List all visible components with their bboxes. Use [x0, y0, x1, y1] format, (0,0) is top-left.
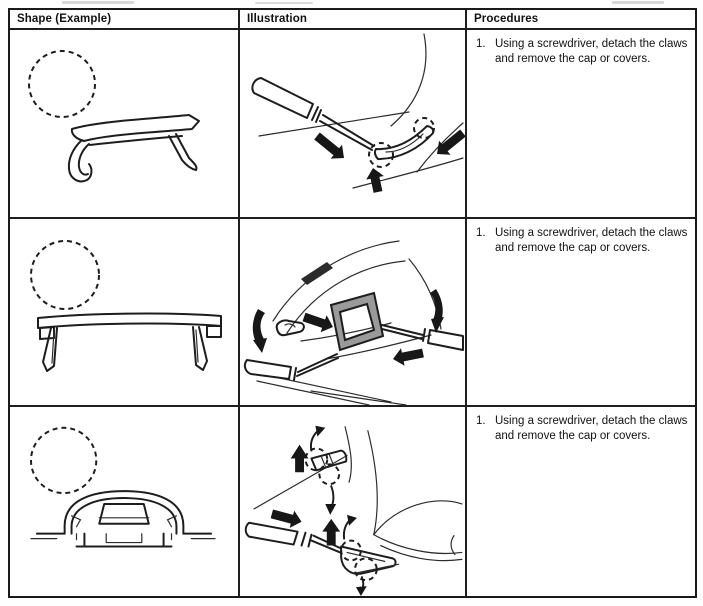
pry-direction-arrow: [271, 510, 302, 528]
rotate-direction-arrow: [253, 338, 267, 353]
pry-direction-arrow: [303, 313, 334, 332]
rotate-direction-arrow: [356, 586, 367, 596]
pry-direction-arrow: [314, 133, 344, 159]
rotate-direction-arrow: [315, 426, 325, 437]
step-text: Using a screwdriver, detach the claws and remove the cap or covers.: [495, 38, 688, 66]
table-row-2-procedures-cell: [467, 219, 695, 407]
procedure-step: [467, 407, 695, 444]
step-number: 1.: [476, 415, 486, 427]
pry-direction-arrow: [393, 348, 424, 366]
rotate-direction-arrow: [347, 515, 357, 526]
procedure-step: [467, 219, 695, 256]
table-row-3-procedures-cell: [467, 407, 695, 596]
dome-cap-cross-section-drawing-icon: [10, 407, 238, 596]
column-header-illustration: Illustration: [240, 10, 467, 30]
claw-location-dashed-circle: [29, 51, 95, 117]
screwdriver-handle: [246, 523, 298, 545]
table-row-2-illustration-cell: [240, 219, 467, 407]
claw-location-dashed-circle: [369, 143, 393, 167]
screwdriver-handle: [428, 330, 463, 350]
scan-artifact: [255, 2, 313, 4]
step-text: Using a screwdriver, detach the claws and remove the cap or covers.: [495, 415, 688, 443]
upper-claw-part: [311, 451, 346, 471]
lift-direction-arrow: [291, 445, 309, 473]
body-slot-mark: [301, 262, 333, 285]
claw-location-dashed-circle: [31, 241, 99, 309]
scan-artifact: [62, 1, 134, 4]
step-text: Using a screwdriver, detach the claws and remove the cap or covers.: [495, 227, 688, 255]
column-header-shape: Shape (Example): [10, 10, 240, 30]
flat-cover-two-claw-drawing-icon: [10, 219, 238, 405]
rotate-direction-arrow: [325, 504, 336, 515]
table-row-1-shape-cell: [10, 30, 240, 219]
step-number: 1.: [476, 227, 486, 239]
screwdriver-prying-seat-trim-cap-drawing-icon: [240, 407, 465, 596]
procedure-step: [467, 30, 695, 67]
procedures-table: [8, 8, 697, 598]
table-row-2-shape-cell: [10, 219, 240, 407]
column-header-procedures: Procedures: [467, 10, 695, 30]
table-row-3-shape-cell: [10, 407, 240, 596]
screwdriver-handle: [245, 360, 291, 379]
two-screwdrivers-prying-square-cover-drawing-icon: [240, 219, 465, 405]
table-row-1-illustration-cell: [240, 30, 467, 219]
scan-artifact: [612, 1, 664, 4]
screwdriver-prying-clip-cap-drawing-icon: [240, 30, 465, 217]
square-cover-part: [331, 293, 383, 350]
step-number: 1.: [476, 38, 486, 50]
lower-claw-part: [341, 547, 395, 574]
screwdriver-handle: [252, 78, 313, 118]
table-row-1-procedures-cell: [467, 30, 695, 219]
hook-clip-cap-drawing-icon: [10, 30, 238, 217]
claw-location-dashed-circle: [31, 428, 96, 493]
table-row-3-illustration-cell: [240, 407, 467, 596]
